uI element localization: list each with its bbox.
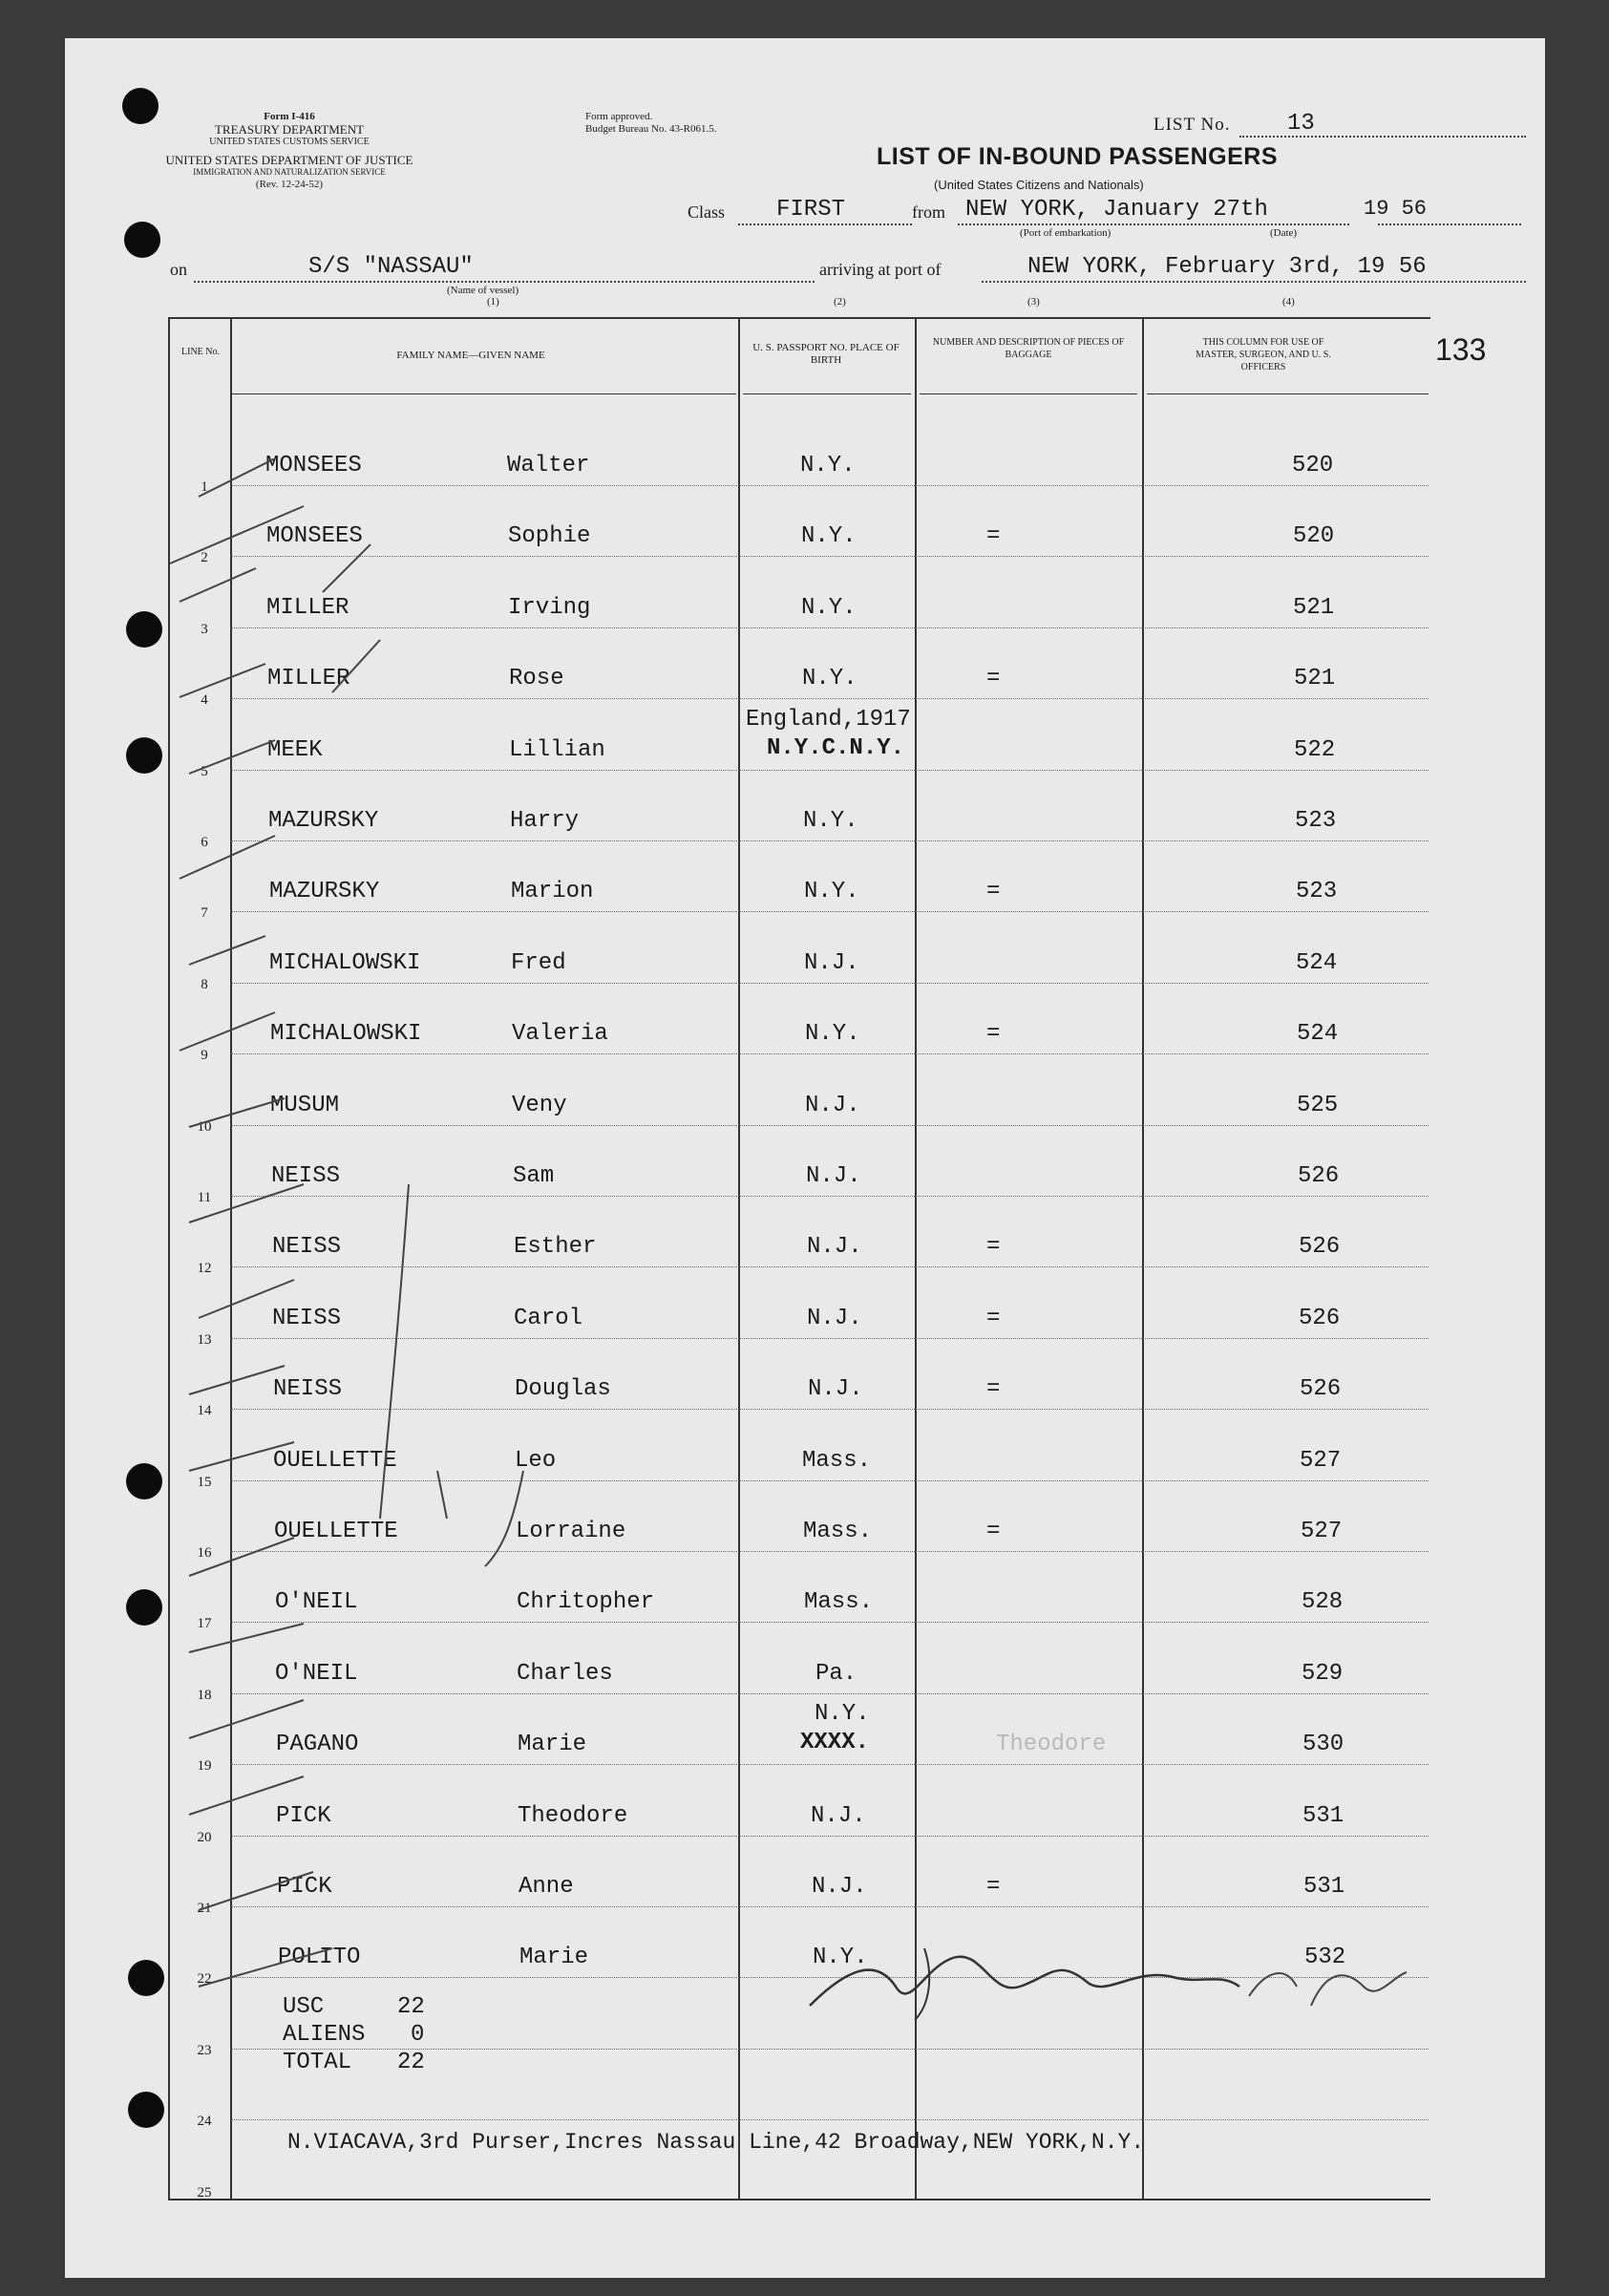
officer-entry: 526 xyxy=(1298,1163,1340,1189)
officer-entry: 521 xyxy=(1293,595,1335,621)
officer-entry: 527 xyxy=(1300,1448,1342,1474)
given-name: Irving xyxy=(508,595,591,621)
given-name: Carol xyxy=(514,1306,583,1331)
totals-usc: 22 xyxy=(397,1994,425,2020)
line-number: 2 xyxy=(201,550,208,565)
year-line xyxy=(1378,223,1521,225)
budget-bureau: Budget Bureau No. 43-R061.5. xyxy=(585,123,717,135)
totals-total: 22 xyxy=(397,2050,425,2075)
given-name: Marion xyxy=(511,879,594,904)
col-divider-passport xyxy=(738,317,740,2199)
place-of-birth: N.J. xyxy=(811,1803,866,1829)
caption-1: (1) xyxy=(487,296,499,308)
class-label: Class xyxy=(688,202,726,222)
place-of-birth: N.Y. xyxy=(805,1021,860,1047)
manifest-sheet xyxy=(65,38,1545,2278)
baggage-description: = xyxy=(986,1519,1001,1544)
officer-entry: 526 xyxy=(1299,1234,1341,1260)
arriving-value: NEW YORK, February 3rd, 19 56 xyxy=(1027,254,1427,280)
totals-total-label: TOTAL xyxy=(283,2050,352,2075)
officer-entry: 526 xyxy=(1299,1306,1341,1331)
given-name: Valeria xyxy=(512,1021,608,1047)
baggage-description: Theodore xyxy=(996,1732,1107,1757)
officer-entry: 531 xyxy=(1303,1874,1345,1900)
given-name: Leo xyxy=(515,1448,557,1474)
class-line xyxy=(738,223,912,225)
line-number: 23 xyxy=(197,2043,212,2058)
form-header-left xyxy=(160,111,418,191)
page-subtitle: (United States Citizens and Nationals) xyxy=(934,178,1144,192)
place-of-birth: N.Y. xyxy=(803,808,858,834)
header-rule-baggage xyxy=(920,393,1137,394)
line-number: 7 xyxy=(201,905,208,921)
from-label: from xyxy=(912,202,945,222)
place-of-birth: Mass. xyxy=(802,1448,872,1474)
col-divider-baggage xyxy=(915,317,917,2199)
from-line xyxy=(958,223,1349,225)
given-name: Walter xyxy=(507,453,590,478)
place-of-birth: N.J. xyxy=(808,1376,863,1402)
given-name: Fred xyxy=(511,950,566,976)
line-number: 25 xyxy=(197,2185,212,2200)
place-of-birth: N.J. xyxy=(807,1306,862,1331)
line-number: 6 xyxy=(201,835,208,850)
officer-entry: 523 xyxy=(1296,879,1338,904)
family-name: MICHALOWSKI xyxy=(269,950,421,976)
place-of-birth: N.Y. xyxy=(800,453,856,478)
punch-hole xyxy=(124,222,160,258)
line-number: 12 xyxy=(197,1261,212,1276)
baggage-description: = xyxy=(986,1234,1001,1260)
baggage-description: = xyxy=(986,879,1001,904)
family-name: NEISS xyxy=(273,1376,343,1402)
place-of-birth: N.Y. xyxy=(804,879,859,904)
officer-entry: 522 xyxy=(1294,737,1336,763)
line-number: 11 xyxy=(197,1190,212,1205)
officer-entry: 520 xyxy=(1293,523,1335,549)
given-name: Marie xyxy=(518,1732,587,1757)
line-number: 17 xyxy=(197,1616,212,1631)
place-of-birth: N.Y. xyxy=(801,523,857,549)
col-header-name: FAMILY NAME—GIVEN NAME xyxy=(396,350,545,361)
punch-hole xyxy=(128,2092,164,2128)
dept-treasury: TREASURY DEPARTMENT xyxy=(214,122,365,137)
line-number: 10 xyxy=(197,1119,212,1135)
family-name: PICK xyxy=(277,1874,332,1900)
col-header-passport: U. S. PASSPORT NO. PLACE OF BIRTH xyxy=(752,342,900,366)
list-number-label: LIST No. xyxy=(1154,115,1231,135)
check-marks xyxy=(160,458,561,2025)
from-value: NEW YORK, January 27th xyxy=(965,197,1268,223)
line-number: 3 xyxy=(201,622,208,637)
family-name: PAGANO xyxy=(276,1732,359,1757)
baggage-description: = xyxy=(986,523,1001,549)
place-of-birth: N.Y. xyxy=(815,1701,870,1727)
page-title: LIST OF IN-BOUND PASSENGERS xyxy=(877,143,1279,170)
place-of-birth: N.J. xyxy=(805,1093,860,1118)
form-number: Form I-416 xyxy=(264,111,315,122)
given-name: Rose xyxy=(509,666,564,691)
given-name: Sam xyxy=(513,1163,555,1189)
given-name: Lorraine xyxy=(516,1519,626,1544)
line-number: 8 xyxy=(201,977,208,992)
officer-entry: 524 xyxy=(1296,950,1338,976)
line-number: 16 xyxy=(197,1545,212,1561)
place-of-birth: England,1917 xyxy=(746,707,911,733)
vessel-caption: (Name of vessel) xyxy=(447,285,519,296)
given-name: Chritopher xyxy=(517,1589,655,1615)
caption-3: (3) xyxy=(1027,296,1040,308)
line-number: 20 xyxy=(197,1830,212,1845)
date-caption: (Date) xyxy=(1270,227,1298,239)
family-name: OUELLETTE xyxy=(273,1448,397,1474)
line-number: 1 xyxy=(201,479,208,495)
officer-entry: 523 xyxy=(1295,808,1337,834)
line-number: 22 xyxy=(197,1971,212,1987)
family-name: NEISS xyxy=(271,1163,341,1189)
row-rule xyxy=(230,2119,1429,2120)
place-of-birth: N.Y. xyxy=(801,595,857,621)
baggage-description: = xyxy=(986,1376,1001,1402)
baggage-description: = xyxy=(986,666,1001,691)
given-name: Esther xyxy=(514,1234,597,1260)
line-number: 5 xyxy=(201,764,208,779)
family-name: O'NEIL xyxy=(275,1661,358,1687)
col-header-line: LINE No. xyxy=(181,347,220,357)
arriving-line xyxy=(982,281,1526,283)
punch-hole xyxy=(126,1463,162,1499)
place-of-birth: Pa. xyxy=(815,1661,857,1687)
place-of-birth: N.J. xyxy=(807,1234,862,1260)
form-approved: Form approved. xyxy=(585,111,653,122)
place-of-birth: Mass. xyxy=(804,1589,874,1615)
dept-treasury-sub: UNITED STATES CUSTOMS SERVICE xyxy=(209,137,370,147)
baggage-description: = xyxy=(986,1874,1001,1900)
table-bottom-rule xyxy=(168,2199,1430,2200)
given-name: Theodore xyxy=(518,1803,628,1829)
officer-entry: 528 xyxy=(1302,1589,1344,1615)
totals-aliens: 0 xyxy=(411,2022,425,2048)
place-of-birth: N.J. xyxy=(806,1163,861,1189)
header-rule-officers xyxy=(1147,393,1429,394)
caption-4: (4) xyxy=(1282,296,1295,308)
list-number-line xyxy=(1239,136,1526,138)
family-name: MICHALOWSKI xyxy=(270,1021,422,1047)
punch-hole xyxy=(126,737,162,774)
officer-signature xyxy=(791,1929,1421,2034)
line-number: 14 xyxy=(197,1403,212,1418)
port-caption: (Port of embarkation) xyxy=(1020,227,1111,239)
form-revision: (Rev. 12-24-52) xyxy=(255,179,324,190)
arriving-label: arriving at port of xyxy=(819,260,942,279)
page-number: 133 xyxy=(1435,332,1487,367)
family-name: MILLER xyxy=(266,595,349,621)
place-of-birth: N.J. xyxy=(812,1874,867,1900)
officer-entry: 529 xyxy=(1302,1661,1344,1687)
given-name: Harry xyxy=(510,808,580,834)
punch-hole xyxy=(128,1960,164,1996)
line-number: 4 xyxy=(201,692,208,708)
line-number: 24 xyxy=(197,2114,212,2129)
family-name: O'NEIL xyxy=(275,1589,358,1615)
line-number: 18 xyxy=(197,1688,212,1703)
punch-hole xyxy=(126,1589,162,1626)
family-name: MONSEES xyxy=(265,453,362,478)
col-header-baggage: NUMBER AND DESCRIPTION OF PIECES OF BAGGAGE xyxy=(932,337,1125,360)
given-name: Anne xyxy=(519,1874,574,1900)
given-name: Sophie xyxy=(508,523,591,549)
officer-entry: 521 xyxy=(1294,666,1336,691)
place-of-birth: N.Y. xyxy=(813,1945,868,1970)
family-name: PICK xyxy=(276,1803,331,1829)
given-name: Veny xyxy=(512,1093,567,1118)
officer-entry: 527 xyxy=(1301,1519,1343,1544)
header-rule-name xyxy=(230,393,736,394)
place-of-birth-line2: N.Y.C.N.Y. xyxy=(767,735,905,761)
given-name: Charles xyxy=(517,1661,613,1687)
officer-entry: 530 xyxy=(1302,1732,1344,1757)
punch-hole xyxy=(126,611,162,648)
family-name: NEISS xyxy=(272,1306,342,1331)
line-number: 9 xyxy=(201,1048,208,1063)
given-name: Douglas xyxy=(515,1376,611,1402)
baggage-description: = xyxy=(986,1021,1001,1047)
line-number: 15 xyxy=(197,1475,212,1490)
baggage-description: = xyxy=(986,1306,1001,1331)
year-value: 19 56 xyxy=(1364,197,1428,221)
family-name: MUSUM xyxy=(270,1093,340,1118)
list-number: 13 xyxy=(1287,111,1315,137)
officer-entry: 532 xyxy=(1304,1945,1346,1970)
caption-2: (2) xyxy=(834,296,846,308)
totals-aliens-label: ALIENS xyxy=(283,2022,366,2048)
officer-entry: 525 xyxy=(1297,1093,1339,1118)
class-value: FIRST xyxy=(776,197,846,223)
family-name: NEISS xyxy=(272,1234,342,1260)
place-of-birth: Mass. xyxy=(803,1519,873,1544)
place-of-birth: N.Y. xyxy=(802,666,857,691)
family-name: MILLER xyxy=(267,666,350,691)
totals-usc-label: USC xyxy=(283,1994,325,2020)
family-name: OUELLETTE xyxy=(274,1519,398,1544)
officer-entry: 524 xyxy=(1297,1021,1339,1047)
family-name: POLITO xyxy=(278,1945,361,1970)
officer-entry: 526 xyxy=(1300,1376,1342,1402)
col-header-officers: THIS COLUMN FOR USE OF MASTER, SURGEON, AND U. S. OFFICERS xyxy=(1196,337,1331,372)
table-top-rule xyxy=(168,317,1430,319)
form-approval xyxy=(585,111,716,136)
line-number: 13 xyxy=(197,1332,212,1348)
on-label: on xyxy=(170,260,187,279)
header-rule-passport xyxy=(743,393,911,394)
place-of-birth: N.J. xyxy=(804,950,859,976)
dept-justice-sub: IMMIGRATION AND NATURALIZATION SERVICE xyxy=(193,167,386,177)
place-of-birth-line2: XXXX. xyxy=(800,1730,870,1755)
family-name: MAZURSKY xyxy=(268,808,379,834)
family-name: MEEK xyxy=(267,737,323,763)
line-number: 21 xyxy=(197,1901,212,1916)
vessel-value: S/S "NASSAU" xyxy=(308,254,474,280)
vessel-line xyxy=(194,281,815,283)
family-name: MAZURSKY xyxy=(269,879,380,904)
dept-justice: UNITED STATES DEPARTMENT OF JUSTICE xyxy=(165,153,413,167)
given-name: Marie xyxy=(519,1945,589,1970)
line-number: 19 xyxy=(197,1758,212,1774)
family-name: MONSEES xyxy=(266,523,363,549)
punch-hole xyxy=(122,88,159,124)
purser-footer: N.VIACAVA,3rd Purser,Incres Nassau Line,42 Broadway,NEW YORK,N.Y. xyxy=(287,2130,1145,2155)
officer-entry: 531 xyxy=(1302,1803,1344,1829)
given-name: Lillian xyxy=(509,737,605,763)
officer-entry: 520 xyxy=(1292,453,1334,478)
col-divider-officers xyxy=(1142,317,1144,2199)
